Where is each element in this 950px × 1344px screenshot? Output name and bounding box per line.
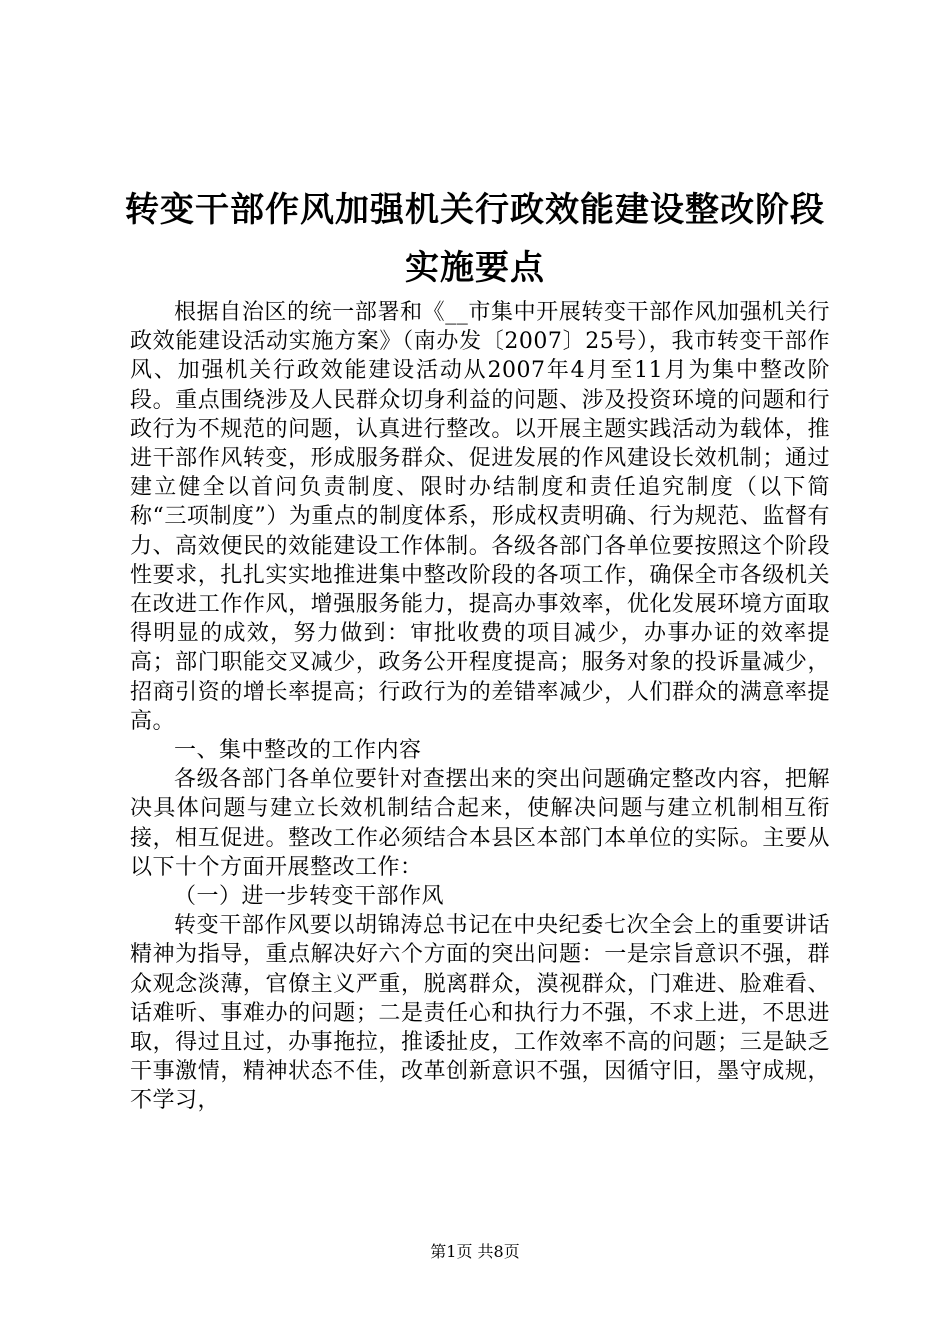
- section-heading-1: 一、集中整改的工作内容: [174, 738, 422, 764]
- page-number-footer: 第1页 共8页: [430, 1242, 520, 1261]
- intro-paragraph: 根据自治区的统一部署和《__市集中开展转变干部作风加强机关行政效能建设活动实施方案》（南办发〔2007〕25号），我市转变干部作风、加强机关行政效能建设活动从2007年4月至11月为集中整改阶段。重点围绕涉及人民群众切身利益的问题、涉及投资环境的问题和行政行为不规范的问题，认真进行整改。以开展主题实践活动为载体，推进干部作风转变，形成服务群众、促进发展的作风建设长效机制；通过建立健全以首问负责制度、限时办结制度和责任追究制度（以下简称“三项制度”）为重点的制度体系，形成权责明确、行为规范、监督有力、高效便民的效能建设工作体制。各级各部门各单位要按照这个阶段性要求，扎扎实实地推进集中整改阶段的各项工作，确保全市各级机关在改进工作作风，增强服务能力，提高办事效率，优化发展环境方面取得明显的成效，努力做到：审批收费的项目减少，办事办证的效率提高；部门职能交叉减少，政务公开程度提高；服务对象的投诉量减少，招商引资的增长率提高；行政行为的差错率减少，人们群众的满意率提高。: [130, 300, 830, 734]
- subsection-heading-1: （一）进一步转变干部作风: [174, 884, 445, 910]
- document-body: [130, 298, 830, 1116]
- section-1-paragraph: 各级各部门各单位要针对查摆出来的突出问题确定整改内容，把解决具体问题与建立长效机制结合起来，使解决问题与建立机制相互衔接，相互促进。整改工作必须结合本县区本部门本单位的实际。主要从以下十个方面开展整改工作：: [130, 767, 830, 880]
- subsection-1-paragraph: 转变干部作风要以胡锦涛总书记在中央纪委七次全会上的重要讲话精神为指导，重点解决好六个方面的突出问题：一是宗旨意识不强，群众观念淡薄，官僚主义严重，脱离群众，漠视群众，门难进、脸难看、话难听、事难办的问题；二是责任心和执行力不强，不求上进，不思进取，得过且过，办事拖拉，推诿扯皮，工作效率不高的问题；三是缺乏干事激情，精神状态不佳，改革创新意识不强，因循守旧，墨守成规，不学习，: [130, 913, 830, 1114]
- document-title-line-1: 转变干部作风加强机关行政效能建设整改阶段: [125, 190, 825, 230]
- document-title-line-2: 实施要点: [405, 248, 545, 288]
